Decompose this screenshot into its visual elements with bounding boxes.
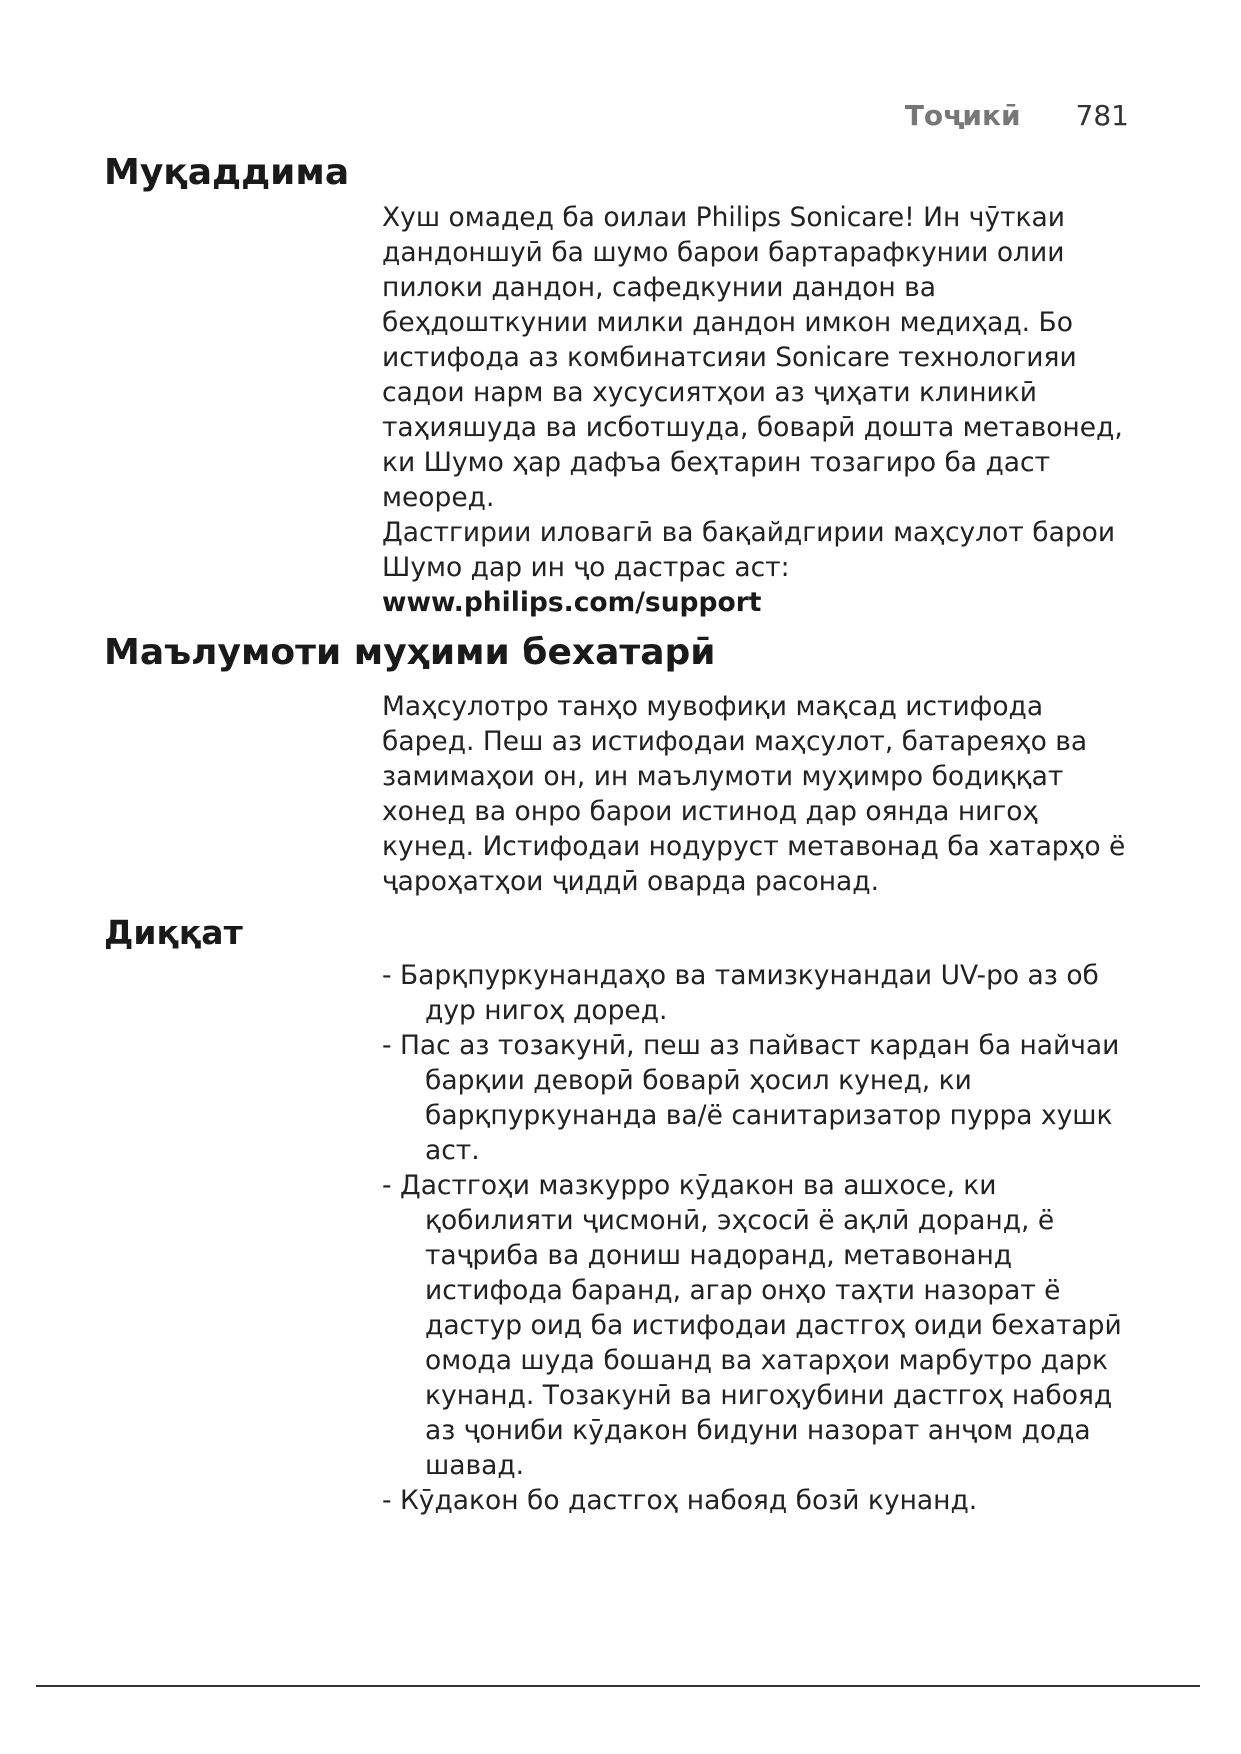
safety-paragraph: Маҳсулотро танҳо мувофиқи мақсад истифода баред. Пеш аз истифодаи маҳсулот, батареяҳо ва замимаҳои он, ин маълумоти муҳимро бодиққат хонед ва онро барои истинод дар оянда нигоҳ кунед. Истифодаи нодуруст метавонад ба хатарҳо ё ҷароҳатҳои ҷиддӣ оварда расонад. xyxy=(382,691,1126,897)
caution-list xyxy=(382,958,1134,1518)
section-title-caution: Диққат xyxy=(104,913,243,952)
page-number: 781 xyxy=(1075,99,1129,132)
caution-item: - Кӯдакон бо дастгоҳ набояд бозӣ кунанд. xyxy=(382,1485,978,1516)
safety-body xyxy=(382,689,1134,899)
section-title-intro: Муқаддима xyxy=(104,152,350,193)
caution-item: - Барқпуркунандаҳо ва тамизкунандаи UV-ро аз об дур нигоҳ доред. xyxy=(382,960,1099,1026)
caution-body xyxy=(382,958,1134,1518)
section-title-safety: Маълумоти муҳими бехатарӣ xyxy=(104,632,716,673)
support-paragraph: Дастгирии иловагӣ ва бақайдгирии маҳсулот барои Шумо дар ин ҷо дастрас аст: xyxy=(382,517,1116,583)
intro-body xyxy=(382,200,1134,620)
page-header xyxy=(905,96,1129,136)
header-language: Тоҷикӣ xyxy=(904,99,1021,132)
footer-rule xyxy=(36,1685,1200,1687)
intro-paragraph: Хуш омадед ба оилаи Philips Sonicare! Ин чӯткаи дандоншуӣ ба шумо барои бартарафкунии олии пилоки дандон, сафедкунии дандон ва беҳдошткунии милки дандон имкон медиҳад. Бо истифода аз комбинатсияи Sonicare технологияи садои нарм ва хусусиятҳои аз ҷиҳати клиникӣ таҳияшуда ва исботшуда, боварӣ дошта метавонед, ки Шумо ҳар дафъа беҳтарин тозагиро ба даст меоред. xyxy=(382,202,1123,513)
caution-item: - Пас аз тозакунӣ, пеш аз пайваст кардан ба найчаи барқии деворӣ боварӣ ҳосил кунед, ки барқпуркунанда ва/ё санитаризатор пурра хушк аст. xyxy=(382,1030,1120,1166)
support-link[interactable]: www.philips.com/support xyxy=(382,587,762,618)
caution-item: - Дастгоҳи мазкурро кӯдакон ва ашхосе, ки қобилияти ҷисмонӣ, эҳсосӣ ё ақлӣ доранд, ё таҷриба ва дониш надоранд, метавонанд истифода баранд, агар онҳо таҳти назорат ё дастур оид ба истифодаи дастгоҳ оиди бехатарӣ омода шуда бошанд ва хатарҳои марбутро дарк кунанд. Тозакунӣ ва нигоҳубини дастгоҳ набояд аз ҷониби кӯдакон бидуни назорат анҷом дода шавад. xyxy=(382,1170,1122,1481)
